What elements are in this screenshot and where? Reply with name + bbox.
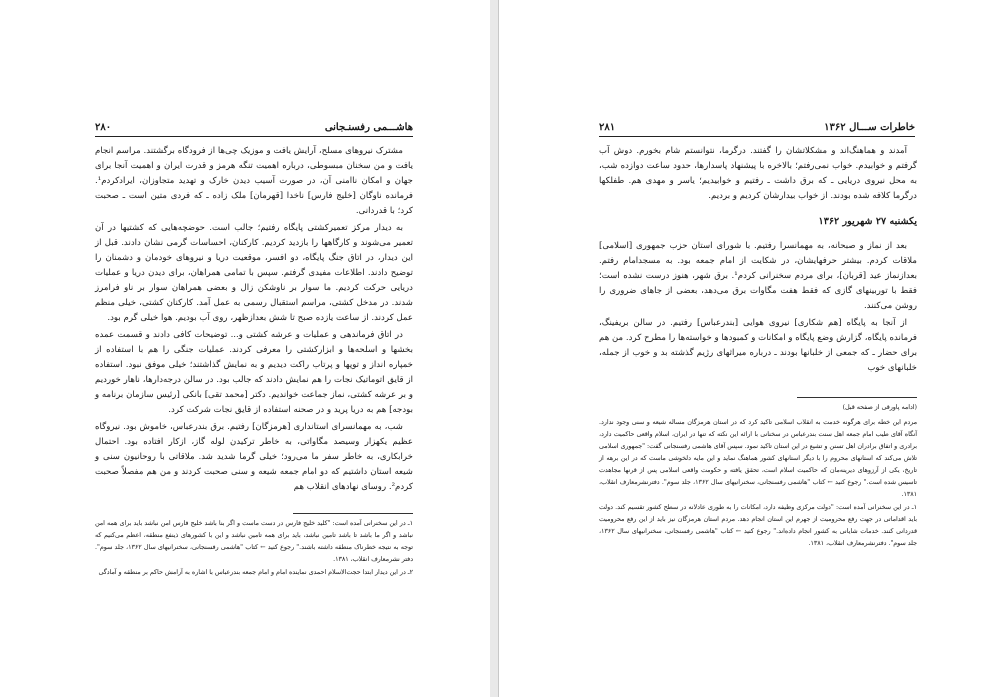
footnote-continuation-label: (ادامه پاورقی از صفحه قبل) — [842, 404, 917, 411]
footnote: مردم این خطه برای هرگونه خدمت به انقلاب اسلامی تاکید کرد که در استان هرمزگان مساله شیعه و سنی وجود ندارد. آنگاه آقای طیب امام جمعه اهل سنت بندرعباس در سخنانی با ارائه این نکته که تنها در ایران، اسلام واقعی حاکمیت دارد، برادری و اتفاق برادران اهل تسنن و تشیع در این استان تاکید نمود. سپس آقای هاشمی رفسنجانی گفت: "جمهوری اسلامی تلاش می‌کند که استانهای محروم را با دیگر استانهای کشور هماهنگ نماید و این مایه دلخوشی ماست که در این برهه از تاریخ، یکی از آرزوهای دیرینه‌مان که حاکمیت اسلام است، تحقق یافته و حکومت واقعی اسلامی پس از قرنها مجاهدت تاسیس شده است." رجوع کنید ← کتاب "هاشمی رفسنجانی، سخنرانیهای سال ۱۳۶۲، جلد سوم". دفترنشرمعارف انقلاب، ۱۳۸۱. — [599, 419, 917, 498]
footnotes — [599, 402, 917, 551]
paragraph: بعد از نماز و صبحانه، به مهمانسرا رفتیم. با شورای استان حزب جمهوری [اسلامی] ملاقات کردم. بیشتر حرفهایشان، در شکایت از امام جمعه بود. به مسجدامام رفتم. بعدازنماز عید [قربان]، برای مردم سخنرانی کردم¹. برق شهر، هنوز درست نشده است؛ فقط با توربینهای گازی که فقط هفت مگاوات برق می‌دهد، بعضی از جاهای ضروری را روشن می‌کنند. — [599, 241, 918, 311]
footnote-divider — [293, 513, 413, 514]
footnote-divider — [797, 397, 917, 398]
paragraph: در اتاق فرماندهی و عملیات و عرشه کشتی و... توضیحات کافی دادند و قسمت عمده بخشها و اسلحه‌ها و ابزارکشتی را معرفی کردند. عملیات جنگی را هم با استفاده از خمپاره انداز و توپها و پرتاب راکت دیدیم و به نمایش گذاشتند؛ خیلی موفق نبود. استفاده از قایق اتوماتیک نجات را هم نمایش دادند که جالب بود. در سالن درجه‌دارها، ناهار خوردیم و بر عرشه کشتی، نماز جماعت خواندیم. دکتر [محمد تقی] بانکی [رئیس سازمان برنامه و بودجه] هم به دریا پرید و در صحنه استفاده از قایق نجات شرکت کرد. — [95, 330, 413, 415]
page-number: ۲۸۰ — [95, 122, 112, 133]
paragraph: مشترک نیروهای مسلح، آرایش یافت و موزیک چی‌ها از فرودگاه برگشتند. مراسم انجام یافت و من سخنان مبسوطی، درباره اهمیت تنگه هرمز و قدرت ایران و اهمیت آنجا برای جهان و امکان ناامنی آن، در صورت آسیب دیدن خارک و تهدید متجاوزان، ایرادکردم¹. فرمانده ناوگان [خلیج فارس] ناخدا [قهرمان] ملک زاده ـ که فردی متین است ـ صحبت کرد؛ با قدردانی. — [95, 146, 413, 216]
body-text — [95, 144, 413, 497]
body-text — [599, 144, 917, 378]
paragraph: آمدند و هماهنگ‌اند و مشکلاتشان را گفتند. درگرما، نتوانستم شام بخورم. دوش آب گرفتم و خوابیدم. خواب نمی‌رفتم؛ بالاخره با پیشنهاد پاسدارها، حدود ساعت دوازده شب، به محل نیروی دریایی ـ که برق داشت ـ رفتیم و خوابیدیم؛ یاسر و مهدی هم. طفلکها درگرما کلافه شده بودند. از خواب بیدارشان کردیم و بردیم. — [599, 146, 917, 201]
left-page — [0, 0, 491, 697]
right-page — [498, 0, 997, 697]
paragraph: شب، به مهمانسرای استانداری [هرمزگان] رفتیم. برق بندرعباس، خاموش بود. نیروگاه عظیم یکهزار وسیصد مگاواتی، به خاطر ترکیدن لوله گاز، ازکار افتاده بود. احتمال خرابکاری، به خاطر سفر ما می‌رود؛ خیلی گرما شدید شد. ملاقاتی با روحانیون سنی و شیعه استان داشتیم که دو امام جمعه شیعه و سنی صحبت کردند و من هم مفصلاً صحبت کردم². روسای نهادهای انقلاب هم — [95, 422, 413, 492]
section-heading: یکشنبه ۲۷ شهریور ۱۳۶۲ — [818, 216, 917, 227]
paragraph: از آنجا به پایگاه [هم شکاری] نیروی هوایی [بندرعباس] رفتیم. در سالن بریفینگ، فرمانده پایگاه، گزارش وضع پایگاه و امکانات و کمبودها و خواسته‌ها را مطرح کرد. من هم برای حضار ـ که جمعی از خلبانها بودند ـ درباره میراثهای رژیم گذشته بد و خوب از جمله، خلبانهای خوب — [599, 318, 917, 373]
footnote: ۲ـ در این دیدار ابتدا حجت‌الاسلام احمدی نماینده امام و امام جمعه بندرعباس با اشاره به آرامش حاکم بر منطقه و آمادگی — [98, 569, 413, 576]
footnote: ۱ـ در این سخنرانی آمده است: "دولت مرکزی وظیفه دارد، امکانات را به طوری عادلانه در سطح کشور تقسیم کند. دولت باید اقداماتی در جهت رفع محرومیت از جهرم این استان انجام دهد. مردم استان هرمزگان نیز باید از این رفع محرومیت قدردانی کنند. خدمات شایانی به کشور انجام داده‌اند." رجوع کنید ← کتاب "هاشمی رفسنجانی، سخنرانیهای سال ۱۳۶۲، جلد سوم". دفترنشرمعارف انقلاب، ۱۳۸۱. — [599, 504, 917, 547]
footnotes — [95, 518, 413, 580]
footnote: ۱ـ در این سخنرانی آمده است: "کلید خلیج فارس در دست ماست و اگر بنا باشد خلیج فارس امن نباشد باید برای همه امن نباشد و اگر ما باشد تا باشد تامین نباشد، باید برای همه تامین نباشد و این با کشورهای ذینفع منطقه، اعظم می‌کنیم که توجه به نتیجه خطرناک منطقه داشته باشند." رجوع کنید ← کتاب "هاشمی رفسنجانی، سخنرانیهای سال ۱۳۶۲، جلد سوم". دفتر نشرمعارف انقلاب، ۱۳۸۱. — [95, 520, 413, 563]
running-title: خاطرات ســـال ۱۳۶۲ — [824, 122, 915, 133]
page-number: ۲۸۱ — [599, 122, 616, 133]
page-header — [95, 122, 413, 137]
book-spine — [490, 0, 498, 697]
paragraph: به دیدار مرکز تعمیرکشتی پایگاه رفتیم؛ جالب است. حوضچه‌هایی که کشتیها در آن تعمیر می‌شوند و کارگاهها را بازدید کردیم. کارکنان، احساسات گرمی نشان دادند. قبل از این دیدار، در اتاق جنگ پایگاه، دو افسر، موقعیت دریا و نیروهای خودمان و دشمنان را توضیح دادند. اطلاعات مفیدی گرفتم. سپس با تمامی همراهان، برای دیدن دریا و عملیات دریایی حرکت کردیم. ما سوار بر ناوشکن زال و بعضی همراهان سوار بر ناو فرامرز شدند. در مدخل کشتی، مراسم استقبال رسمی به عمل آمد. کارکنان کشتی، خیلی منظم عمل کردند. از ساعت یازده صبح تا شش بعدازظهر، روی آب بودیم. هوا خیلی گرم بود. — [95, 223, 413, 323]
running-title: هاشـــمی رفسنـجانی — [324, 122, 413, 133]
page-header — [599, 122, 915, 137]
